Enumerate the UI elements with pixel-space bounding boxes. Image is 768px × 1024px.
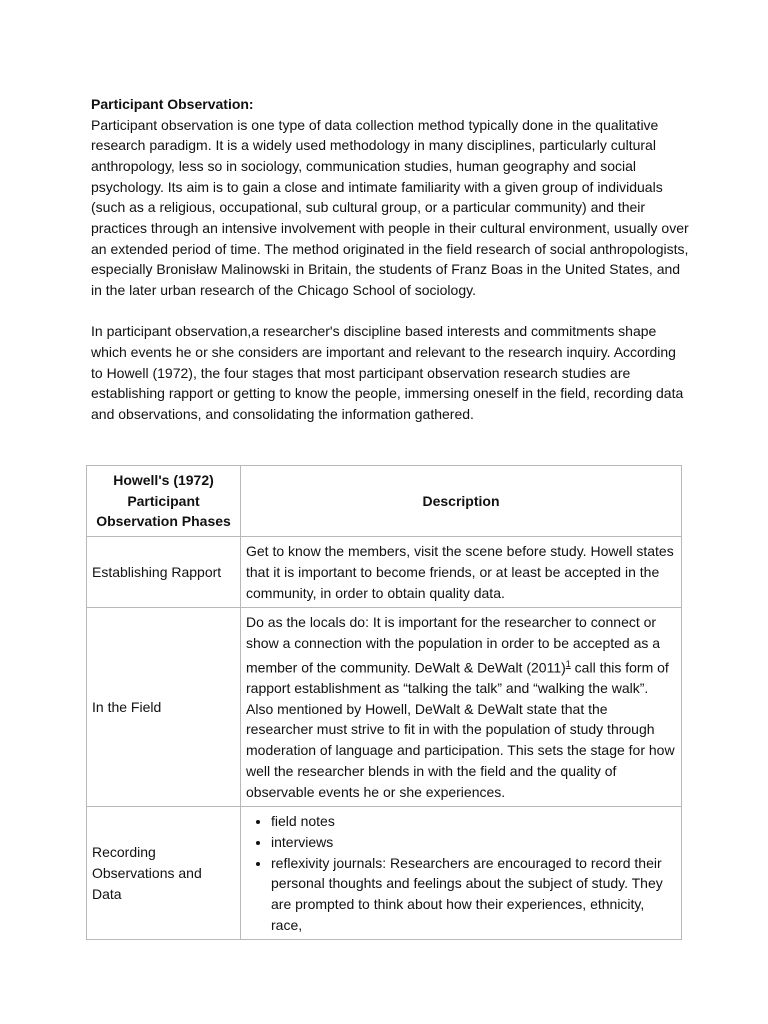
intro-paragraph: Participant observation is one type of data collection method typically done in the qualitative research paradigm. It is a widely used methodology in many disciplines, particularly cultural anthropology, less so in sociology, communication studies, human geography and social psychology. Its aim is to gain a close and intimate familiarity with a given group of individuals (such as a religious, occupational, sub cultural group, or a particular community) and their practices through an intensive involvement with people in their cultural environment, usually over an extended period of time. The method originated in the field research of social anthropologists, especially Bronisław Malinowski in Britain, the students of Franz Boas in the United States, and in the later urban research of the Chicago School of sociology. <box>91 116 689 299</box>
description-text-continued: call this form of rapport establishment as “talking the talk” and “walking the walk”. Also mentioned by Howell, DeWalt & DeWalt state that the researcher must strive to fit in with the population of study through moderation of language and participation. This sets the stage for how well the researcher blends in with the field and the quality of observable events he or she experiences. <box>246 659 675 800</box>
table-row <box>87 537 682 608</box>
bullet-list <box>246 811 676 935</box>
table-row <box>87 608 682 807</box>
intro-section <box>91 94 691 425</box>
description-column-header: Description <box>241 466 682 537</box>
list-item: • reflexivity journals: Researchers are encouraged to record their personal thoughts and feelings about the subject of study. They are prompted to think about how their experiences, ethnicity, race, <box>271 853 676 936</box>
description-cell <box>241 807 682 940</box>
footnote-marker[interactable]: 1 <box>565 658 571 669</box>
phase-cell: In the Field <box>87 608 241 807</box>
phase-cell: Establishing Rapport <box>87 537 241 608</box>
phases-table <box>86 465 682 940</box>
list-item: • interviews <box>271 832 676 853</box>
phase-cell: Recording Observations and Data <box>87 807 241 940</box>
phase-column-header: Howell's (1972) Participant Observation Phases <box>87 466 241 537</box>
description-cell: Get to know the members, visit the scene before study. Howell states that it is important to become friends, or at least be accepted in the community, in order to obtain quality data. <box>241 537 682 608</box>
description-cell <box>241 608 682 807</box>
table-row <box>87 807 682 940</box>
table-header-row <box>87 466 682 537</box>
stages-paragraph: In participant observation,a researcher's discipline based interests and commitments shape which events he or she considers are important and relevant to the research inquiry. According to Howell (1972), the four stages that most participant observation research studies are establishing rapport or getting to know the people, immersing oneself in the field, recording data and observations, and consolidating the information gathered. <box>91 323 684 423</box>
description-text: Do as the locals do: It is important for the researcher to connect or show a connection with the population in order to be accepted as a member of the community. DeWalt & DeWalt (2011) <box>246 614 661 676</box>
section-heading: Participant Observation: <box>91 96 254 112</box>
list-item: • field notes <box>271 811 676 832</box>
